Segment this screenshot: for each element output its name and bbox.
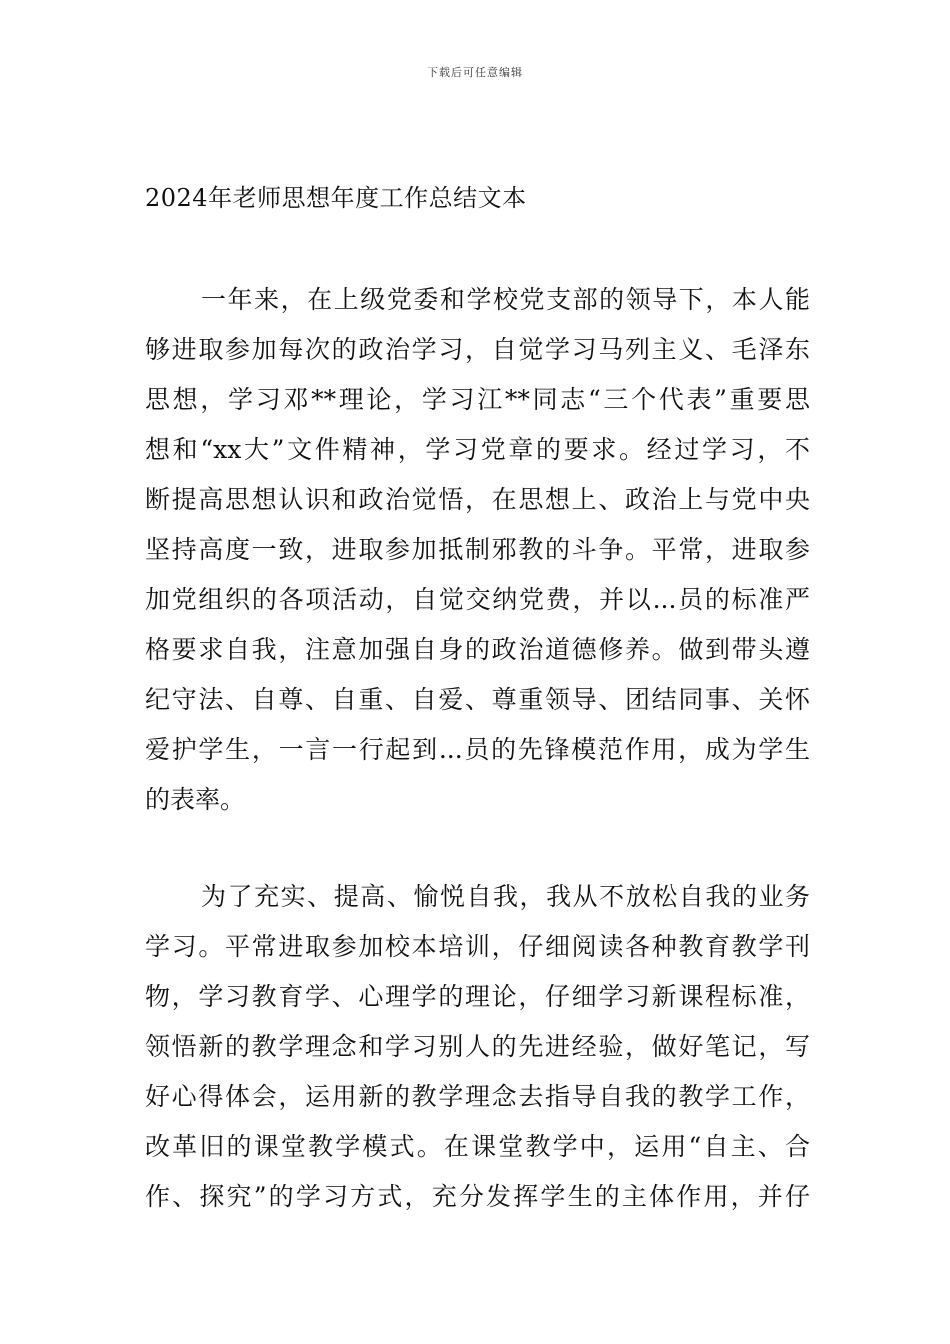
paragraph-1: [145, 275, 810, 825]
paragraph-line: 加党组织的各项活动，自觉交纳党费，并以...员的标准严: [145, 585, 810, 614]
paragraph-line: 物，学习教育学、心理学的理论，仔细学习新课程标准，: [145, 982, 810, 1011]
paragraph-line: 坚持高度一致，进取参加抵制邪教的斗争。平常，进取参: [145, 535, 810, 564]
paragraph-line: 为了充实、提高、愉悦自我，我从不放松自我的业务: [201, 882, 810, 911]
paragraph-line: 学习。平常进取参加校本培训，仔细阅读各种教育教学刊: [145, 932, 810, 961]
paragraph-line: 一年来，在上级党委和学校党支部的领导下，本人能: [201, 285, 810, 314]
paragraph-line: 纪守法、自尊、自重、自爱、尊重领导、团结同事、关怀: [145, 685, 810, 714]
paragraph-line: 好心得体会，运用新的教学理念去指导自我的教学工作，: [145, 1082, 810, 1111]
paragraph-line: 爱护学生，一言一行起到...员的先锋模范作用，成为学生: [145, 735, 810, 764]
document-title: 2024年老师思想年度工作总结文本: [145, 184, 527, 212]
paragraph-line: 的表率。: [145, 785, 246, 814]
paragraph-line: 改革旧的课堂教学模式。在课堂教学中，运用“自主、合: [145, 1132, 810, 1161]
paragraph-line: 思想，学习邓**理论，学习江**同志“三个代表”重要思: [145, 385, 810, 414]
paragraph-line: 格要求自我，注意加强自身的政治道德修养。做到带头遵: [145, 635, 810, 664]
paragraph-line: 断提高思想认识和政治觉悟，在思想上、政治上与党中央: [145, 485, 810, 514]
header-note: 下载后可任意编辑: [427, 66, 523, 79]
paragraph-2: [145, 872, 810, 1222]
paragraph-line: 想和“xx大”文件精神，学习党章的要求。经过学习，不: [145, 435, 810, 464]
paragraph-line: 作、探究”的学习方式，充分发挥学生的主体作用，并仔: [145, 1182, 810, 1211]
paragraph-line: 够进取参加每次的政治学习，自觉学习马列主义、毛泽东: [145, 335, 810, 364]
paragraph-line: 领悟新的教学理念和学习别人的先进经验，做好笔记，写: [145, 1032, 810, 1061]
